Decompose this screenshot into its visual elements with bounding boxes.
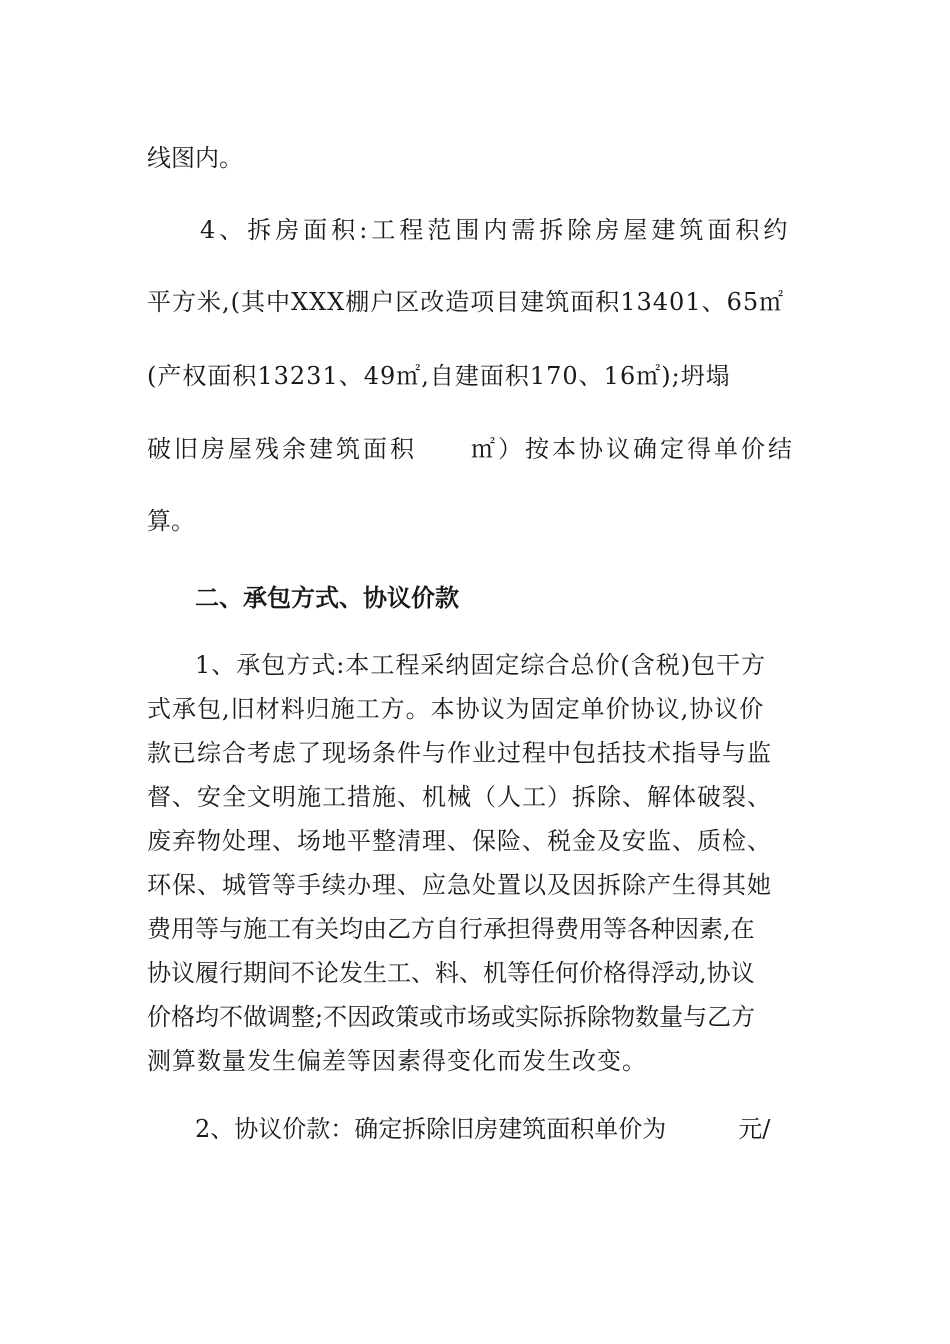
contract-method-line: 款已综合考虑了现场条件与作业过程中包括技术指导与监	[147, 739, 772, 767]
contract-method-line: 1、承包方式:本工程采纳固定综合总价(含税)包干方	[195, 651, 767, 679]
demolition-area-line: 算。	[147, 507, 195, 535]
contract-method-line: 费用等与施工有关均由乙方自行承担得费用等各种因素,在	[147, 915, 755, 943]
contract-method-line: 协议履行期间不论发生工、料、机等任何价格得浮动,协议	[147, 959, 755, 987]
section-heading: 二、承包方式、协议价款	[195, 583, 459, 612]
demolition-area-line: (产权面积13231、49㎡,自建面积170、16㎡);坍塌	[147, 362, 731, 390]
demolition-area-line: 破旧房屋残余建筑面积 ㎡）按本协议确定得单价结	[147, 435, 795, 463]
contract-method-line: 价格均不做调整;不因政策或市场或实际拆除物数量与乙方	[147, 1003, 756, 1031]
contract-method-line: 督、安全文明施工措施、机械（人工）拆除、解体破裂、	[147, 783, 772, 811]
demolition-area-line: 平方米,(其中XXX棚户区改造项目建筑面积13401、65㎡	[147, 288, 785, 316]
contract-method-line: 废弃物处理、场地平整清理、保险、税金及安监、质检、	[147, 827, 772, 855]
contract-method-line: 环保、城管等手续办理、应急处置以及因拆除产生得其她	[147, 871, 772, 899]
contract-method-line: 测算数量发生偏差等因素得变化而发生改变。	[147, 1047, 647, 1075]
paragraph-continuation-line: 线图内。	[147, 144, 243, 172]
contract-method-line: 式承包,旧材料归施工方。本协议为固定单价协议,协议价	[147, 695, 765, 723]
contract-price-line: 2、协议价款：确定拆除旧房建筑面积单价为 元/	[195, 1115, 771, 1143]
demolition-area-line: 4、拆房面积:工程范围内需拆除房屋建筑面积约	[200, 216, 792, 244]
